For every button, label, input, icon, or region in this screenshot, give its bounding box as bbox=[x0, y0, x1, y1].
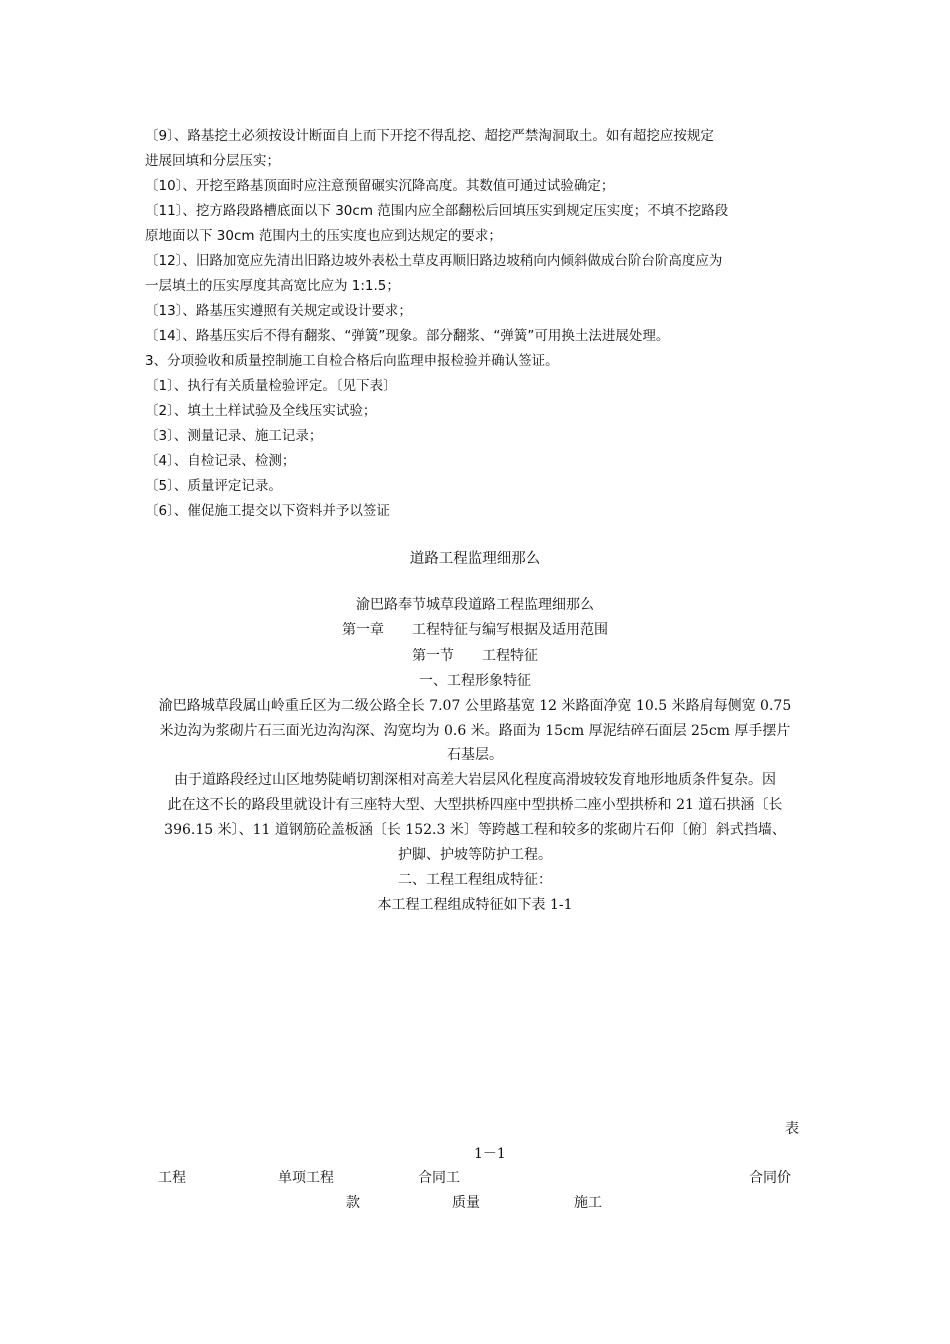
sub-item-3: 〔3〕、测量记录、施工记录； bbox=[145, 428, 323, 444]
sub-item-2: 〔2〕、填土土样试验及全线压实试验； bbox=[145, 403, 377, 419]
table-label-top: 表 bbox=[785, 1121, 799, 1137]
req-10: 〔10〕、开挖至路基顶面时应注意预留碾实沉降高度。其数值可通过试验确定； bbox=[145, 178, 615, 194]
table-header-construction: 施工 bbox=[574, 1195, 602, 1211]
req-11-line2: 原地面以下 30cm 范围内土的压实度也应到达规定的要求； bbox=[145, 228, 502, 244]
req-11-line1: 〔11〕、挖方路段路槽底面以下 30cm 范围内应全部翻松后回填压实到规定压实度；不填不挖路段 bbox=[145, 203, 729, 219]
subsection-heading-1: 一、工程形象特征 bbox=[419, 673, 531, 689]
req-12-line1: 〔12〕、旧路加宽应先清出旧路边坡外表松土草皮再顺旧路边坡稍向内倾斜做成台阶台阶高度应为 bbox=[145, 253, 723, 269]
table-header-sub-project: 单项工程 bbox=[278, 1170, 334, 1186]
sub-item-6: 〔6〕、催促施工提交以下资料并予以签证 bbox=[145, 503, 390, 519]
paragraph-1-line2: 米边沟为浆砌片石三面光边沟沟深、沟宽均为 0.6 米。路面为 15cm 厚泥结碎石面层 25cm 厚手摆片 bbox=[159, 723, 791, 739]
table-header-item: 款 bbox=[346, 1195, 360, 1211]
sub-item-1: 〔1〕、执行有关质量检验评定。〔见下表〕 bbox=[145, 378, 397, 394]
paragraph-2-line1: 由于道路段经过山区地势陡峭切割深相对高差大岩层风化程度高滑坡较发育地形地质条件复杂。因 bbox=[174, 772, 776, 788]
chapter-heading: 第一章 工程特征与编写根据及适用范围 bbox=[342, 622, 608, 638]
table-label-bottom: 1－1 bbox=[474, 1146, 506, 1162]
document-subtitle: 渝巴路奉节城草段道路工程监理细那么 bbox=[356, 597, 594, 613]
section-heading: 第一节 工程特征 bbox=[412, 648, 538, 664]
paragraph-1-line3: 石基层。 bbox=[447, 747, 503, 763]
paragraph-2-line2: 此在这不长的路段里就设计有三座特大型、大型拱桥四座中型拱桥二座小型拱桥和 21 道石拱涵〔长 bbox=[167, 797, 783, 813]
subsection-heading-2: 二、工程工程组成特征： bbox=[398, 872, 552, 888]
req-9-line1: 〔9〕、路基挖土必须按设计断面自上而下开挖不得乱挖、超挖严禁淘洞取土。如有超挖应按规定 bbox=[145, 128, 714, 144]
req-13: 〔13〕、路基压实遵照有关规定或设计要求； bbox=[145, 303, 412, 319]
table-header-contract-price: 合同价 bbox=[749, 1170, 791, 1186]
req-14: 〔14〕、路基压实后不得有翻浆、“弹簧”现象。部分翻浆、“弹簧”可用换土法进展处理。 bbox=[145, 328, 670, 344]
req-9-line2: 进展回填和分层压实； bbox=[145, 153, 280, 169]
table-header-quality: 质量 bbox=[452, 1195, 480, 1211]
item-3-heading: 3、分项验收和质量控制施工自检合格后向监理申报检验并确认签证。 bbox=[145, 353, 559, 369]
paragraph-1-line1: 渝巴路城草段属山岭重丘区为二级公路全长 7.07 公里路基宽 12 米路面净宽 10.5 米路肩每侧宽 0.75 bbox=[158, 698, 792, 714]
sub-item-4: 〔4〕、自检记录、检测； bbox=[145, 453, 296, 469]
table-header-project: 工程 bbox=[158, 1170, 186, 1186]
paragraph-2-line4: 护脚、护坡等防护工程。 bbox=[398, 847, 552, 863]
paragraph-2-line3: 396.15 米〕、11 道钢筋砼盖板涵〔长 152.3 米〕等跨越工程和较多的浆砌片石仰〔俯〕斜式挡墙、 bbox=[164, 822, 786, 838]
document-title: 道路工程监理细那么 bbox=[409, 551, 541, 567]
req-12-line2: 一层填土的压实厚度其高宽比应为 1:1.5； bbox=[145, 278, 400, 294]
sub-item-5: 〔5〕、质量评定记录。 bbox=[145, 478, 282, 494]
table-intro: 本工程工程组成特征如下表 1-1 bbox=[377, 897, 573, 913]
table-header-contract-work: 合同工 bbox=[418, 1170, 460, 1186]
